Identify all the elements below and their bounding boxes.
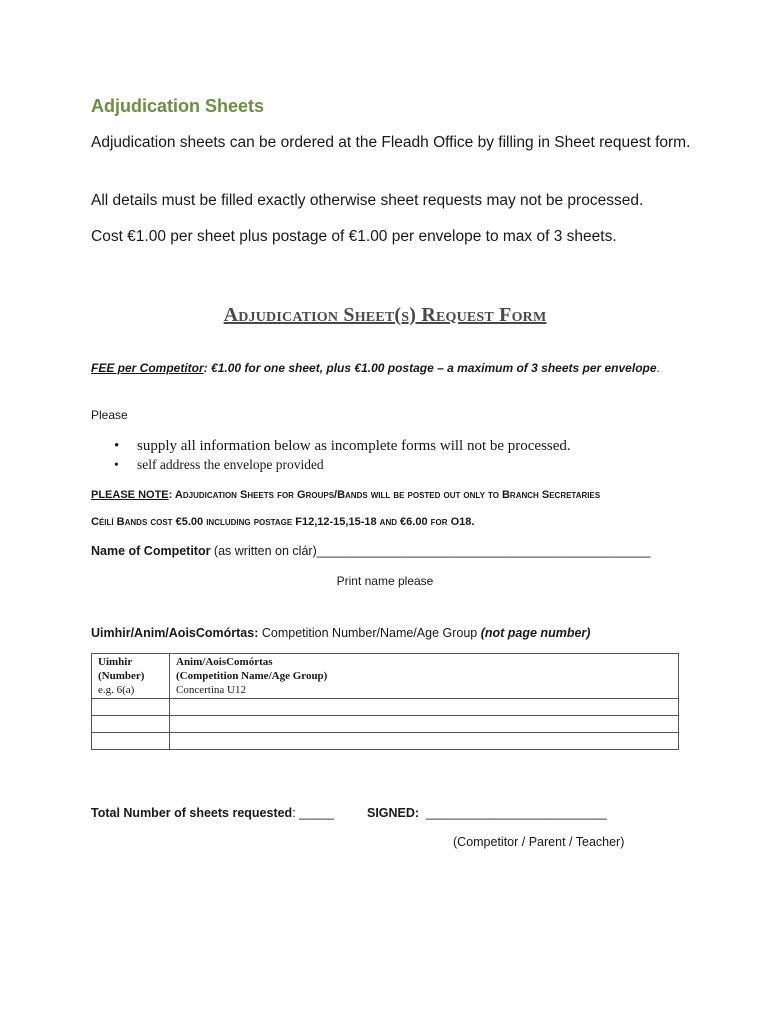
table-row [92, 716, 679, 733]
name-example: Concertina U12 [176, 684, 246, 696]
fee-label: FEE per Competitor [91, 361, 204, 375]
name-header-english: (Competition Name/Age Group) [176, 670, 328, 682]
signer-role: (Competitor / Parent / Teacher) [453, 835, 625, 849]
list-item [114, 437, 571, 456]
competition-label-note: (not page number) [480, 626, 591, 640]
bullet-icon: • [114, 457, 119, 472]
table-row [92, 699, 679, 716]
table-cell[interactable] [170, 654, 679, 699]
please-note-label: PLEASE NOTE [91, 489, 169, 501]
print-name-hint: Print name please [336, 574, 434, 588]
list-item [114, 456, 571, 474]
number-header-english: (Number) [98, 670, 145, 682]
competition-label-irish: Uimhir/Anim/AoisComórtas: [91, 626, 259, 640]
number-example: e.g. 6(a) [98, 684, 135, 696]
instructions-list [114, 437, 571, 474]
table-cell[interactable] [92, 716, 170, 733]
competition-label-text: Competition Number/Name/Age Group [258, 626, 481, 640]
number-header: Uimhir [98, 656, 133, 668]
table-cell[interactable] [170, 699, 679, 716]
competitor-name-field[interactable] [91, 544, 650, 558]
section-heading: Adjudication Sheets [91, 96, 265, 116]
competitor-name-line[interactable]: ________________________________________________ [316, 544, 651, 558]
total-sheets-field[interactable] [91, 806, 334, 820]
ceili-bands-note: Céilí Bands cost €5.00 including postage F12,12-15,15-18 and €6.00 for O18. [91, 516, 475, 528]
fee-text: : €1.00 for one sheet, plus €1.00 postage – a maximum of 3 sheets per envelope [203, 361, 657, 375]
signature-field[interactable] [367, 806, 607, 820]
table-cell[interactable] [92, 699, 170, 716]
table-cell[interactable] [92, 654, 170, 699]
signature-line[interactable]: __________________________ [419, 806, 607, 820]
bullet-icon: • [114, 438, 120, 454]
list-item-text: self address the envelope provided [137, 457, 324, 472]
table-row [92, 733, 679, 750]
name-header: Anim/AoisComórtas [176, 656, 273, 668]
signed-label: SIGNED: [367, 806, 420, 820]
list-item-text: supply all information below as incomplete forms will not be processed. [137, 438, 571, 454]
competitor-name-hint: (as written on clár) [210, 544, 317, 558]
fee-end: . [656, 361, 660, 375]
please-note-text: : Adjudication Sheets for Groups/Bands will be posted out only to Branch Secretaries [168, 489, 601, 501]
total-sheets-label: Total Number of sheets requested [91, 806, 293, 820]
cost-paragraph: Cost €1.00 per sheet plus postage of €1.00 per envelope to max of 3 sheets. [91, 228, 617, 245]
table-cell[interactable] [170, 716, 679, 733]
table-cell[interactable] [170, 733, 679, 750]
total-sheets-line[interactable]: : _____ [292, 806, 334, 820]
details-paragraph: All details must be filled exactly otherwise sheet requests may not be processed. [91, 192, 644, 209]
intro-paragraph: Adjudication sheets can be ordered at the Fleadh Office by filling in Sheet request form. [91, 134, 691, 151]
please-note [91, 489, 600, 501]
form-title: Adjudication Sheet(s) Request Form [223, 304, 547, 326]
table-cell[interactable] [92, 733, 170, 750]
fee-line [91, 361, 660, 375]
competition-table [91, 653, 679, 750]
please-text: Please [91, 408, 128, 422]
competitor-name-label: Name of Competitor [91, 544, 211, 558]
competition-label [91, 626, 590, 640]
table-row [92, 654, 679, 699]
